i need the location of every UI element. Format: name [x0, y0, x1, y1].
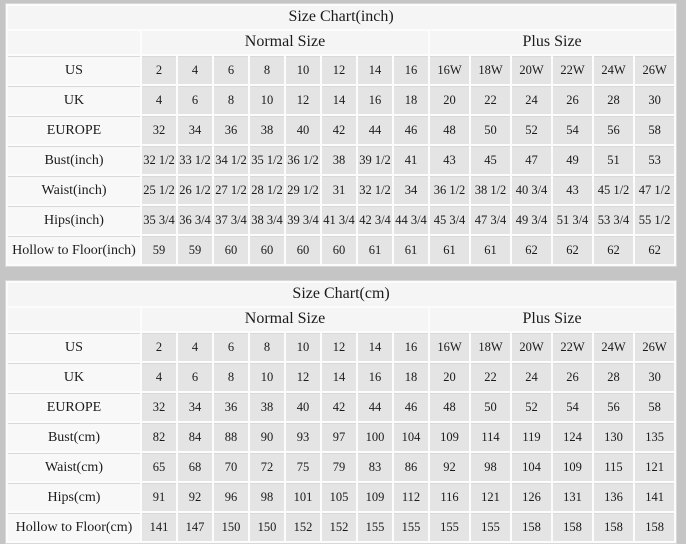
- size-chart-inch-table: [5, 3, 677, 267]
- size-cell: 141: [635, 483, 674, 511]
- size-cell: 53: [635, 146, 674, 174]
- size-cell: 109: [430, 423, 469, 451]
- table-row: [8, 423, 674, 451]
- size-cell: 16: [358, 363, 392, 391]
- table-row: [8, 206, 674, 234]
- size-cell: 82: [142, 423, 176, 451]
- size-cell: 14: [322, 363, 356, 391]
- size-cell: 75: [286, 453, 320, 481]
- size-cell: 48: [430, 116, 469, 144]
- size-cell: 28 1/2: [250, 176, 284, 204]
- group-header-normal: Normal Size: [142, 308, 428, 331]
- size-cell: 61: [394, 236, 428, 264]
- size-cell: 100: [358, 423, 392, 451]
- size-cell: 18: [394, 86, 428, 114]
- size-cell: 39 1/2: [358, 146, 392, 174]
- size-cell: 83: [358, 453, 392, 481]
- size-cell: 6: [178, 86, 212, 114]
- size-cell: 54: [553, 116, 592, 144]
- row-label: Bust(cm): [8, 423, 140, 451]
- size-cell: 62: [635, 236, 674, 264]
- size-cell: 37 3/4: [214, 206, 248, 234]
- row-label: UK: [8, 86, 140, 114]
- size-cell: 136: [594, 483, 633, 511]
- size-cell: 4: [178, 56, 212, 84]
- size-cell: 152: [286, 513, 320, 541]
- size-cell: 44: [358, 116, 392, 144]
- size-cell: 38: [250, 116, 284, 144]
- size-cell: 18W: [471, 56, 510, 84]
- size-cell: 26W: [635, 56, 674, 84]
- size-cell: 86: [394, 453, 428, 481]
- size-cell: 58: [635, 393, 674, 421]
- size-cell: 152: [322, 513, 356, 541]
- size-cell: 30: [635, 363, 674, 391]
- size-cell: 12: [322, 56, 356, 84]
- size-cell: 59: [142, 236, 176, 264]
- size-cell: 158: [594, 513, 633, 541]
- size-cell: 36 1/2: [430, 176, 469, 204]
- row-label: UK: [8, 363, 140, 391]
- size-cell: 49 3/4: [512, 206, 551, 234]
- size-cell: 150: [214, 513, 248, 541]
- size-cell: 60: [286, 236, 320, 264]
- size-cell: 31: [322, 176, 356, 204]
- row-label: Hips(cm): [8, 483, 140, 511]
- row-label: Waist(cm): [8, 453, 140, 481]
- size-cell: 32: [142, 116, 176, 144]
- size-cell: 36: [214, 116, 248, 144]
- size-cell: 24: [512, 363, 551, 391]
- size-cell: 14: [358, 56, 392, 84]
- size-cell: 32 1/2: [358, 176, 392, 204]
- size-cell: 43: [430, 146, 469, 174]
- row-label: US: [8, 333, 140, 361]
- table-title: Size Chart(inch): [8, 6, 674, 29]
- size-cell: 141: [142, 513, 176, 541]
- row-label: Hollow to Floor(cm): [8, 513, 140, 541]
- group-header-row: [8, 31, 674, 54]
- size-cell: 61: [430, 236, 469, 264]
- size-cell: 62: [594, 236, 633, 264]
- size-cell: 22W: [553, 56, 592, 84]
- size-cell: 12: [286, 86, 320, 114]
- size-cell: 16W: [430, 56, 469, 84]
- row-label: Bust(inch): [8, 146, 140, 174]
- size-cell: 22: [471, 363, 510, 391]
- size-cell: 98: [250, 483, 284, 511]
- size-cell: 26: [553, 86, 592, 114]
- size-cell: 93: [286, 423, 320, 451]
- size-cell: 26W: [635, 333, 674, 361]
- size-cell: 56: [594, 116, 633, 144]
- table-row: [8, 513, 674, 541]
- size-cell: 58: [635, 116, 674, 144]
- size-cell: 4: [178, 333, 212, 361]
- size-cell: 22W: [553, 333, 592, 361]
- size-cell: 36 1/2: [286, 146, 320, 174]
- size-cell: 104: [394, 423, 428, 451]
- size-cell: 40 3/4: [512, 176, 551, 204]
- size-cell: 6: [214, 56, 248, 84]
- size-cell: 121: [471, 483, 510, 511]
- size-cell: 36 3/4: [178, 206, 212, 234]
- size-cell: 34: [178, 393, 212, 421]
- size-cell: 47 3/4: [471, 206, 510, 234]
- size-cell: 147: [178, 513, 212, 541]
- size-cell: 101: [286, 483, 320, 511]
- size-cell: 44 3/4: [394, 206, 428, 234]
- size-cell: 158: [512, 513, 551, 541]
- size-cell: 10: [286, 56, 320, 84]
- size-cell: 115: [594, 453, 633, 481]
- size-cell: 4: [142, 86, 176, 114]
- size-cell: 2: [142, 333, 176, 361]
- size-cell: 55 1/2: [635, 206, 674, 234]
- table-row: [8, 86, 674, 114]
- size-cell: 46: [394, 116, 428, 144]
- table-row: [8, 453, 674, 481]
- size-cell: 92: [430, 453, 469, 481]
- size-cell: 14: [358, 333, 392, 361]
- size-cell: 158: [553, 513, 592, 541]
- size-cell: 33 1/2: [178, 146, 212, 174]
- size-cell: 158: [635, 513, 674, 541]
- size-cell: 109: [358, 483, 392, 511]
- size-cell: 12: [286, 363, 320, 391]
- size-cell: 24: [512, 86, 551, 114]
- size-cell: 62: [512, 236, 551, 264]
- size-cell: 36: [214, 393, 248, 421]
- size-cell: 16: [394, 333, 428, 361]
- size-cell: 65: [142, 453, 176, 481]
- size-cell: 51 3/4: [553, 206, 592, 234]
- size-cell: 46: [394, 393, 428, 421]
- row-label: Hollow to Floor(inch): [8, 236, 140, 264]
- size-cell: 34: [178, 116, 212, 144]
- size-cell: 35 1/2: [250, 146, 284, 174]
- size-cell: 84: [178, 423, 212, 451]
- size-cell: 29 1/2: [286, 176, 320, 204]
- size-cell: 96: [214, 483, 248, 511]
- size-cell: 38 3/4: [250, 206, 284, 234]
- size-cell: 56: [594, 393, 633, 421]
- size-cell: 97: [322, 423, 356, 451]
- size-cell: 32 1/2: [142, 146, 176, 174]
- size-cell: 8: [250, 333, 284, 361]
- size-cell: 51: [594, 146, 633, 174]
- size-cell: 26: [553, 363, 592, 391]
- size-cell: 18: [394, 363, 428, 391]
- size-cell: 28: [594, 86, 633, 114]
- size-cell: 90: [250, 423, 284, 451]
- size-cell: 121: [635, 453, 674, 481]
- title-row: [8, 283, 674, 306]
- size-cell: 62: [553, 236, 592, 264]
- size-cell: 45 3/4: [430, 206, 469, 234]
- size-cell: 32: [142, 393, 176, 421]
- size-cell: 30: [635, 86, 674, 114]
- group-header-plus: Plus Size: [430, 308, 674, 331]
- size-cell: 6: [214, 333, 248, 361]
- table-row: [8, 116, 674, 144]
- title-row: [8, 6, 674, 29]
- size-cell: 34: [394, 176, 428, 204]
- size-chart-cm-table: [5, 280, 677, 544]
- size-cell: 88: [214, 423, 248, 451]
- size-cell: 91: [142, 483, 176, 511]
- size-cell: 60: [250, 236, 284, 264]
- size-cell: 68: [178, 453, 212, 481]
- size-cell: 45 1/2: [594, 176, 633, 204]
- size-cell: 42: [322, 116, 356, 144]
- size-cell: 8: [214, 86, 248, 114]
- size-cell: 131: [553, 483, 592, 511]
- size-cell: 48: [430, 393, 469, 421]
- group-header-normal: Normal Size: [142, 31, 428, 54]
- size-cell: 130: [594, 423, 633, 451]
- size-cell: 16: [394, 56, 428, 84]
- size-cell: 24W: [594, 333, 633, 361]
- size-cell: 12: [322, 333, 356, 361]
- table-row: [8, 363, 674, 391]
- size-cell: 40: [286, 393, 320, 421]
- size-cell: 8: [250, 56, 284, 84]
- size-cell: 38 1/2: [471, 176, 510, 204]
- row-label: US: [8, 56, 140, 84]
- size-cell: 4: [142, 363, 176, 391]
- size-cell: 27 1/2: [214, 176, 248, 204]
- size-cell: 52: [512, 393, 551, 421]
- size-cell: 10: [250, 86, 284, 114]
- row-label: Hips(inch): [8, 206, 140, 234]
- corner-cell: [8, 308, 140, 331]
- size-cell: 25 1/2: [142, 176, 176, 204]
- table-row: [8, 333, 674, 361]
- size-cell: 26 1/2: [178, 176, 212, 204]
- group-header-row: [8, 308, 674, 331]
- size-cell: 52: [512, 116, 551, 144]
- size-cell: 6: [178, 363, 212, 391]
- size-cell: 61: [471, 236, 510, 264]
- size-cell: 98: [471, 453, 510, 481]
- size-cell: 53 3/4: [594, 206, 633, 234]
- size-cell: 16: [358, 86, 392, 114]
- row-label: EUROPE: [8, 393, 140, 421]
- size-cell: 20: [430, 86, 469, 114]
- row-label: Waist(inch): [8, 176, 140, 204]
- size-cell: 155: [430, 513, 469, 541]
- size-cell: 38: [322, 146, 356, 174]
- size-cell: 41: [394, 146, 428, 174]
- size-cell: 8: [214, 363, 248, 391]
- corner-cell: [8, 31, 140, 54]
- size-cell: 42 3/4: [358, 206, 392, 234]
- size-cell: 124: [553, 423, 592, 451]
- size-cell: 50: [471, 393, 510, 421]
- size-cell: 54: [553, 393, 592, 421]
- size-cell: 114: [471, 423, 510, 451]
- size-cell: 47 1/2: [635, 176, 674, 204]
- size-cell: 119: [512, 423, 551, 451]
- size-cell: 44: [358, 393, 392, 421]
- size-cell: 155: [471, 513, 510, 541]
- size-cell: 10: [286, 333, 320, 361]
- size-cell: 43: [553, 176, 592, 204]
- size-cell: 47: [512, 146, 551, 174]
- size-cell: 150: [250, 513, 284, 541]
- size-cell: 126: [512, 483, 551, 511]
- size-cell: 42: [322, 393, 356, 421]
- size-cell: 49: [553, 146, 592, 174]
- size-cell: 28: [594, 363, 633, 391]
- size-cell: 105: [322, 483, 356, 511]
- size-cell: 45: [471, 146, 510, 174]
- size-cell: 40: [286, 116, 320, 144]
- size-cell: 60: [214, 236, 248, 264]
- size-cell: 92: [178, 483, 212, 511]
- table-row: [8, 236, 674, 264]
- size-cell: 10: [250, 363, 284, 391]
- size-cell: 38: [250, 393, 284, 421]
- size-cell: 109: [553, 453, 592, 481]
- table-row: [8, 146, 674, 174]
- table-row: [8, 393, 674, 421]
- table-title: Size Chart(cm): [8, 283, 674, 306]
- size-cell: 18W: [471, 333, 510, 361]
- size-cell: 50: [471, 116, 510, 144]
- size-cell: 35 3/4: [142, 206, 176, 234]
- size-cell: 70: [214, 453, 248, 481]
- size-cell: 72: [250, 453, 284, 481]
- size-cell: 60: [322, 236, 356, 264]
- size-cell: 155: [394, 513, 428, 541]
- size-cell: 20W: [512, 333, 551, 361]
- size-cell: 116: [430, 483, 469, 511]
- size-cell: 155: [358, 513, 392, 541]
- size-cell: 22: [471, 86, 510, 114]
- group-header-plus: Plus Size: [430, 31, 674, 54]
- size-cell: 39 3/4: [286, 206, 320, 234]
- size-cell: 34 1/2: [214, 146, 248, 174]
- size-cell: 20W: [512, 56, 551, 84]
- table-row: [8, 56, 674, 84]
- size-cell: 41 3/4: [322, 206, 356, 234]
- table-row: [8, 176, 674, 204]
- size-cell: 104: [512, 453, 551, 481]
- size-cell: 20: [430, 363, 469, 391]
- size-cell: 16W: [430, 333, 469, 361]
- size-cell: 61: [358, 236, 392, 264]
- size-cell: 24W: [594, 56, 633, 84]
- row-label: EUROPE: [8, 116, 140, 144]
- size-cell: 2: [142, 56, 176, 84]
- size-cell: 135: [635, 423, 674, 451]
- size-cell: 79: [322, 453, 356, 481]
- size-cell: 14: [322, 86, 356, 114]
- table-row: [8, 483, 674, 511]
- size-cell: 59: [178, 236, 212, 264]
- size-cell: 112: [394, 483, 428, 511]
